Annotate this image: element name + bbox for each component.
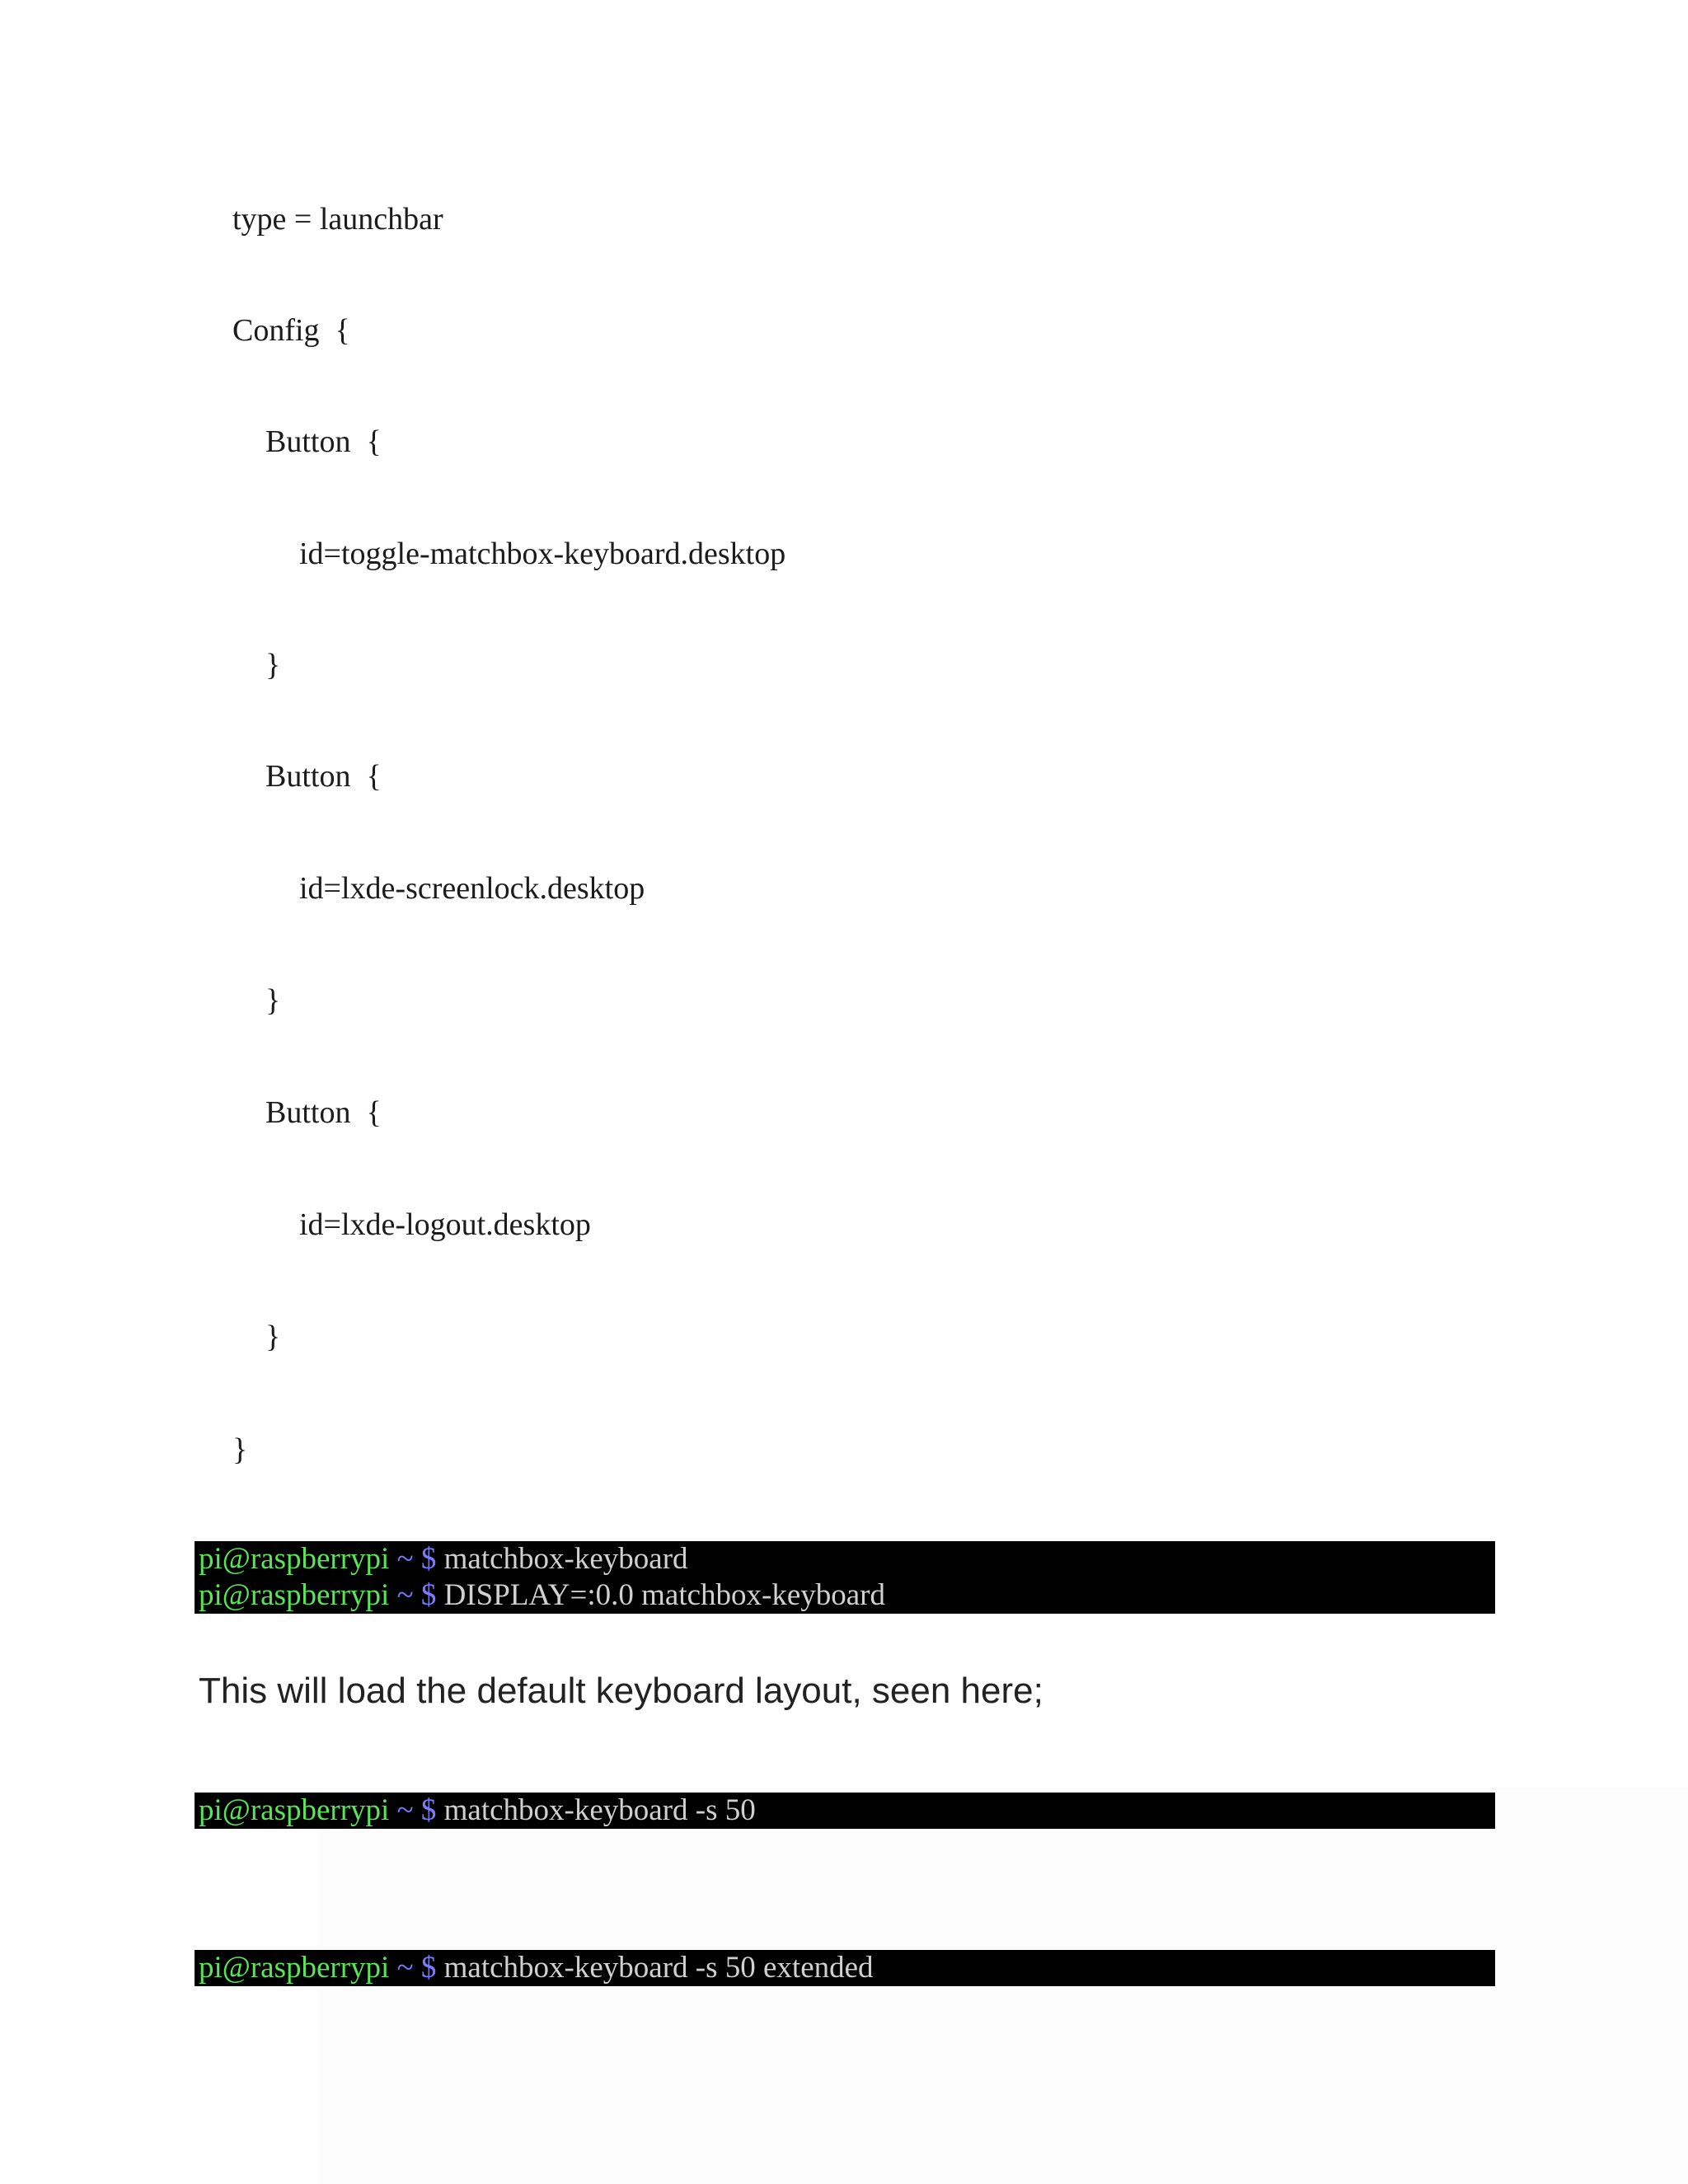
config-close-line: } (232, 1432, 248, 1467)
command-text: DISPLAY=:0.0 matchbox-keyboard (443, 1578, 886, 1612)
prompt-tilde: ~ (396, 1578, 414, 1612)
prompt-dollar: $ (420, 1951, 437, 1985)
terminal-line (199, 1950, 1495, 1986)
button-2-id-line: id=lxde-screenlock.desktop (299, 871, 645, 906)
button-3-open-line: Button { (265, 1095, 382, 1130)
terminal-line (199, 1793, 1495, 1829)
prompt-user: pi@raspberrypi (199, 1578, 390, 1612)
config-type-line: type = launchbar (232, 202, 443, 237)
prompt-dollar: $ (420, 1793, 437, 1827)
button-1-id-line: id=toggle-matchbox-keyboard.desktop (299, 537, 786, 571)
terminal-line (199, 1541, 1495, 1577)
prompt-tilde: ~ (396, 1951, 414, 1985)
config-open-line: Config { (232, 313, 350, 348)
prompt-dollar: $ (420, 1578, 437, 1612)
prompt-dollar: $ (420, 1542, 437, 1576)
prompt-tilde: ~ (396, 1542, 414, 1576)
button-2-close-line: } (265, 983, 281, 1018)
terminal-block-1 (195, 1541, 1495, 1614)
terminal-line (199, 1577, 1495, 1614)
prompt-user: pi@raspberrypi (199, 1793, 390, 1827)
button-2-open-line: Button { (265, 759, 382, 794)
prompt-tilde: ~ (396, 1793, 414, 1827)
command-text: matchbox-keyboard -s 50 extended (443, 1951, 874, 1985)
terminal-block-2 (195, 1793, 1495, 1829)
button-3-close-line: } (265, 1319, 281, 1354)
prompt-user: pi@raspberrypi (199, 1951, 390, 1985)
body-paragraph: This will load the default keyboard layout, seen here; (199, 1671, 1043, 1711)
button-1-close-line: } (265, 648, 281, 682)
prompt-user: pi@raspberrypi (199, 1542, 390, 1576)
command-text: matchbox-keyboard -s 50 (443, 1793, 756, 1827)
button-1-open-line: Button { (265, 424, 382, 459)
page-background-shade (317, 1788, 1688, 2184)
command-text: matchbox-keyboard (443, 1542, 688, 1576)
button-3-id-line: id=lxde-logout.desktop (299, 1207, 591, 1242)
terminal-block-3 (195, 1950, 1495, 1986)
